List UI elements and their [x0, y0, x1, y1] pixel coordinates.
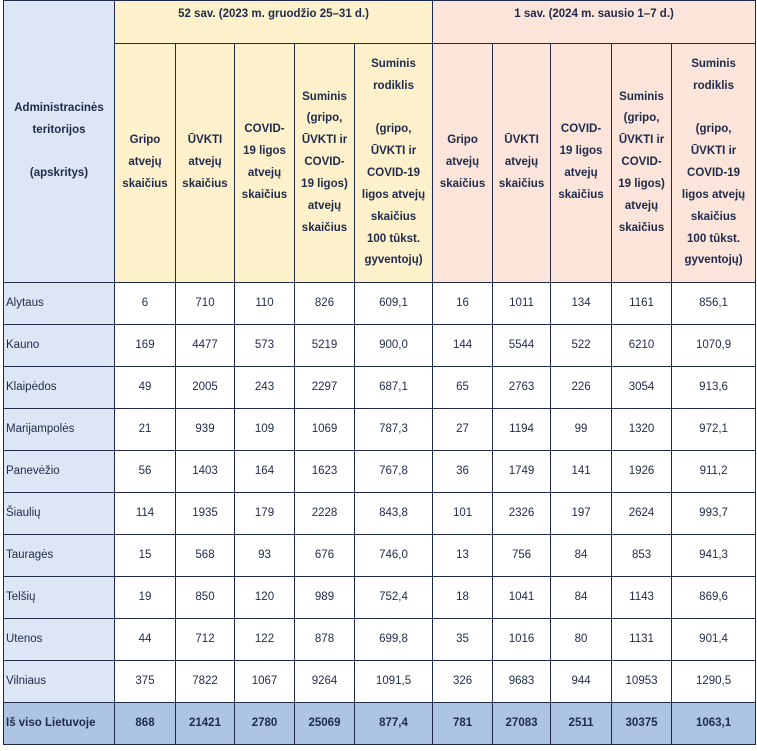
week1-cell: 2624: [612, 493, 672, 535]
week52-cell: 15: [115, 535, 176, 577]
week52-cell: 1623: [295, 451, 355, 493]
week52-cell: 25069: [295, 703, 355, 745]
week1-cell: 84: [551, 577, 612, 619]
week52-flu-count-header-line: Gripo: [129, 134, 161, 147]
total-row: [4, 703, 756, 745]
table-row: [4, 367, 756, 409]
week1-total-count-header-line: COVID-: [621, 156, 662, 169]
week52-cell: 109: [235, 409, 295, 451]
week1-cell: 2511: [551, 703, 612, 745]
week52-total-count-header-line: Suminis: [302, 90, 347, 103]
region-name: Alytaus: [4, 283, 115, 325]
week52-cell: 2297: [295, 367, 355, 409]
week52-cell: 1403: [176, 451, 235, 493]
week52-cell: 21421: [176, 703, 235, 745]
week1-total-count-header-line: atvejų: [624, 199, 659, 212]
week52-cell: 609,1: [355, 283, 433, 325]
week52-covid-count-header: [235, 44, 295, 283]
region-header-line: (apskritys): [29, 167, 89, 180]
week1-cell: 141: [551, 451, 612, 493]
week1-rate-header-line: COVID-19: [687, 167, 741, 180]
week1-cell: 1161: [612, 283, 672, 325]
week1-cell: 1194: [493, 409, 551, 451]
table-row: [4, 619, 756, 661]
week52-cell: 93: [235, 535, 295, 577]
week52-cell: 868: [115, 703, 176, 745]
week52-flu-count-header-line: atvejų: [128, 156, 162, 169]
week1-cell: 84: [551, 535, 612, 577]
week52-rate-header-line: (gripo,: [375, 123, 412, 136]
table-row: [4, 535, 756, 577]
week1-cell: 944: [551, 661, 612, 703]
week52-rate-header-line: ligos atvejų: [361, 188, 426, 201]
week1-cell: 99: [551, 409, 612, 451]
week52-cell: 877,4: [355, 703, 433, 745]
week1-cell: 1063,1: [672, 703, 756, 745]
week52-total-count-header-line: (gripo,: [306, 112, 343, 125]
region-name: Panevėžio: [4, 451, 115, 493]
week1-cell: 36: [433, 451, 493, 493]
week52-cell: 4477: [176, 325, 235, 367]
week52-cell: 767,8: [355, 451, 433, 493]
week52-cell: 1091,5: [355, 661, 433, 703]
region-name: Kauno: [4, 325, 115, 367]
week1-rate-header-line: gyventojų): [684, 254, 743, 267]
week52-total-count-header-line: ŪVKTI ir: [301, 134, 348, 147]
week52-cell: 2780: [235, 703, 295, 745]
table-row: [4, 493, 756, 535]
week1-total-count-header-line: Suminis: [619, 90, 664, 103]
week52-cell: 989: [295, 577, 355, 619]
week1-uri-count-header-line: ŪVKTI: [504, 134, 539, 147]
week1-rate-header-line: [673, 97, 754, 119]
week52-cell: 114: [115, 493, 176, 535]
week52-cell: 687,1: [355, 367, 433, 409]
table-row: [4, 451, 756, 493]
week52-cell: 746,0: [355, 535, 433, 577]
week52-rate-header-line: COVID-19: [366, 167, 421, 180]
week52-cell: 752,4: [355, 577, 433, 619]
week1-flu-count-header: [433, 44, 493, 283]
region-name: Vilniaus: [4, 661, 115, 703]
week52-cell: 179: [235, 493, 295, 535]
week52-cell: 699,8: [355, 619, 433, 661]
week1-cell: 913,6: [672, 367, 756, 409]
week52-cell: 164: [235, 451, 295, 493]
week1-cell: 65: [433, 367, 493, 409]
week52-cell: 787,3: [355, 409, 433, 451]
week52-cell: 710: [176, 283, 235, 325]
week52-group-header: 52 sav. (2023 m. gruodžio 25–31 d.): [115, 1, 433, 44]
week1-rate-header-line: skaičius: [690, 210, 737, 223]
week52-cell: 44: [115, 619, 176, 661]
week1-cell: 1011: [493, 283, 551, 325]
week52-cell: 850: [176, 577, 235, 619]
week1-cell: 911,2: [672, 451, 756, 493]
week1-covid-count-header: [551, 44, 612, 283]
week52-rate-header-line: 100 tūkst.: [366, 232, 421, 245]
week1-cell: 853: [612, 535, 672, 577]
region-header-line: Administracinės: [14, 101, 104, 114]
table-row: [4, 661, 756, 703]
week1-cell: 941,3: [672, 535, 756, 577]
week1-cell: 80: [551, 619, 612, 661]
week1-rate-header-line: (gripo,: [695, 123, 732, 136]
week52-cell: 243: [235, 367, 295, 409]
week1-total-count-header-line: skaičius: [618, 221, 665, 234]
region-name: Tauragės: [4, 535, 115, 577]
week1-rate-header-line: 100 tūkst.: [687, 232, 741, 245]
week1-flu-count-header-line: atvejų: [445, 156, 480, 169]
week52-covid-count-header-line: skaičius: [241, 188, 288, 201]
week1-rate-header-line: ŪVKTI ir: [690, 145, 737, 158]
week52-cell: 49: [115, 367, 176, 409]
week1-cell: 3054: [612, 367, 672, 409]
week52-cell: 2005: [176, 367, 235, 409]
week1-cell: 101: [433, 493, 493, 535]
week1-flu-count-header-line: Gripo: [447, 134, 478, 147]
week1-cell: 1749: [493, 451, 551, 493]
table-row: [4, 283, 756, 325]
week1-covid-count-header-line: atvejų: [564, 167, 598, 179]
week52-cell: 6: [115, 283, 176, 325]
week1-cell: 2763: [493, 367, 551, 409]
week52-cell: 568: [176, 535, 235, 577]
week1-cell: 144: [433, 325, 493, 367]
week52-rate-header-line: rodiklis: [373, 79, 414, 92]
week1-cell: 13: [433, 535, 493, 577]
week52-cell: 878: [295, 619, 355, 661]
week52-cell: 1069: [295, 409, 355, 451]
week1-cell: 869,6: [672, 577, 756, 619]
week1-group-header: 1 sav. (2024 m. sausio 1–7 d.): [433, 1, 756, 44]
region-name: Telšių: [4, 577, 115, 619]
week1-cell: 1131: [612, 619, 672, 661]
week1-uri-count-header: [493, 44, 551, 283]
week1-total-count-header: [612, 44, 672, 283]
region-name: Marijampolės: [4, 409, 115, 451]
week52-cell: 1935: [176, 493, 235, 535]
region-column-header: [4, 1, 115, 283]
week1-uri-count-header-line: skaičius: [498, 177, 545, 190]
week52-total-count-header-line: skaičius: [301, 221, 348, 234]
week52-cell: 19: [115, 577, 176, 619]
week52-flu-count-header-line: skaičius: [122, 177, 168, 190]
week1-cell: 972,1: [672, 409, 756, 451]
week1-rate-header-line: rodiklis: [693, 79, 735, 92]
week52-total-count-header-line: COVID-: [304, 156, 345, 169]
week1-cell: 9683: [493, 661, 551, 703]
week1-covid-count-header-line: 19 ligos: [559, 145, 603, 158]
week52-uri-count-header-line: skaičius: [182, 177, 228, 190]
week1-cell: 10953: [612, 661, 672, 703]
week52-covid-count-header-line: atvejų: [247, 167, 282, 179]
week52-rate-header-line: skaičius: [370, 210, 417, 223]
week52-covid-count-header-line: 19 ligos: [243, 145, 286, 158]
week52-uri-count-header: [176, 44, 235, 283]
table-row: [4, 409, 756, 451]
week1-cell: 901,4: [672, 619, 756, 661]
week1-cell: 27083: [493, 703, 551, 745]
week1-covid-count-header-line: COVID-: [560, 123, 602, 136]
week1-cell: 522: [551, 325, 612, 367]
table-row: [4, 325, 756, 367]
week52-covid-count-header-line: COVID-: [244, 123, 285, 136]
week52-rate-header: [355, 44, 433, 283]
week1-cell: 326: [433, 661, 493, 703]
week1-rate-header: [672, 44, 756, 283]
week1-total-count-header-line: (gripo,: [623, 112, 660, 125]
week1-cell: 35: [433, 619, 493, 661]
week1-cell: 856,1: [672, 283, 756, 325]
week52-cell: 939: [176, 409, 235, 451]
week52-cell: 7822: [176, 661, 235, 703]
week52-cell: 676: [295, 535, 355, 577]
week1-cell: 993,7: [672, 493, 756, 535]
week1-cell: 1143: [612, 577, 672, 619]
week52-cell: 1067: [235, 661, 295, 703]
table-row: [4, 577, 756, 619]
week52-cell: 5219: [295, 325, 355, 367]
week1-uri-count-header-line: atvejų: [504, 156, 539, 169]
week1-cell: 781: [433, 703, 493, 745]
week1-cell: 1016: [493, 619, 551, 661]
week52-cell: 900,0: [355, 325, 433, 367]
region-header-line: teritorijos: [32, 123, 86, 136]
week52-cell: 2228: [295, 493, 355, 535]
week52-cell: 712: [176, 619, 235, 661]
week52-cell: 826: [295, 283, 355, 325]
region-name: Utenos: [4, 619, 115, 661]
week52-cell: 56: [115, 451, 176, 493]
week1-covid-count-header-line: skaičius: [558, 188, 604, 201]
week52-uri-count-header-line: ŪVKTI: [187, 134, 223, 147]
week1-cell: 1041: [493, 577, 551, 619]
week52-total-count-header: [295, 44, 355, 283]
week1-flu-count-header-line: skaičius: [439, 177, 486, 190]
week1-cell: 18: [433, 577, 493, 619]
week1-cell: 756: [493, 535, 551, 577]
week52-total-count-header-line: 19 ligos): [301, 177, 348, 190]
region-name: Klaipėdos: [4, 367, 115, 409]
week52-cell: 120: [235, 577, 295, 619]
week1-cell: 226: [551, 367, 612, 409]
week1-total-count-header-line: ŪVKTI ir: [618, 134, 665, 147]
week52-uri-count-header-line: atvejų: [188, 156, 222, 169]
week1-total-count-header-line: 19 ligos): [618, 177, 665, 190]
week1-rate-header-line: Suminis: [691, 57, 736, 70]
week52-flu-count-header: [115, 44, 176, 283]
influenza-statistics-table: [3, 0, 756, 745]
week52-cell: 573: [235, 325, 295, 367]
week52-rate-header-line: Suminis: [371, 57, 416, 70]
region-name: Iš viso Lietuvoje: [4, 703, 115, 745]
week1-cell: 27: [433, 409, 493, 451]
week52-rate-header-line: ŪVKTI ir: [370, 145, 417, 158]
week52-cell: 122: [235, 619, 295, 661]
week1-cell: 197: [551, 493, 612, 535]
week1-cell: 1320: [612, 409, 672, 451]
region-name: Šiaulių: [4, 493, 115, 535]
week52-rate-header-line: gyventojų): [364, 254, 423, 267]
week52-rate-header-line: [356, 97, 431, 119]
week1-cell: 2326: [493, 493, 551, 535]
week52-cell: 21: [115, 409, 176, 451]
week1-cell: 16: [433, 283, 493, 325]
week1-cell: 1926: [612, 451, 672, 493]
week1-cell: 1070,9: [672, 325, 756, 367]
week52-total-count-header-line: atvejų: [307, 199, 342, 212]
week1-cell: 1290,5: [672, 661, 756, 703]
week52-cell: 110: [235, 283, 295, 325]
week52-cell: 375: [115, 661, 176, 703]
week1-cell: 6210: [612, 325, 672, 367]
week52-cell: 9264: [295, 661, 355, 703]
week1-cell: 30375: [612, 703, 672, 745]
week1-cell: 134: [551, 283, 612, 325]
region-header-spacer: [4, 141, 114, 163]
week52-cell: 169: [115, 325, 176, 367]
week1-rate-header-line: ligos atvejų: [681, 188, 746, 201]
week52-cell: 843,8: [355, 493, 433, 535]
week1-cell: 5544: [493, 325, 551, 367]
